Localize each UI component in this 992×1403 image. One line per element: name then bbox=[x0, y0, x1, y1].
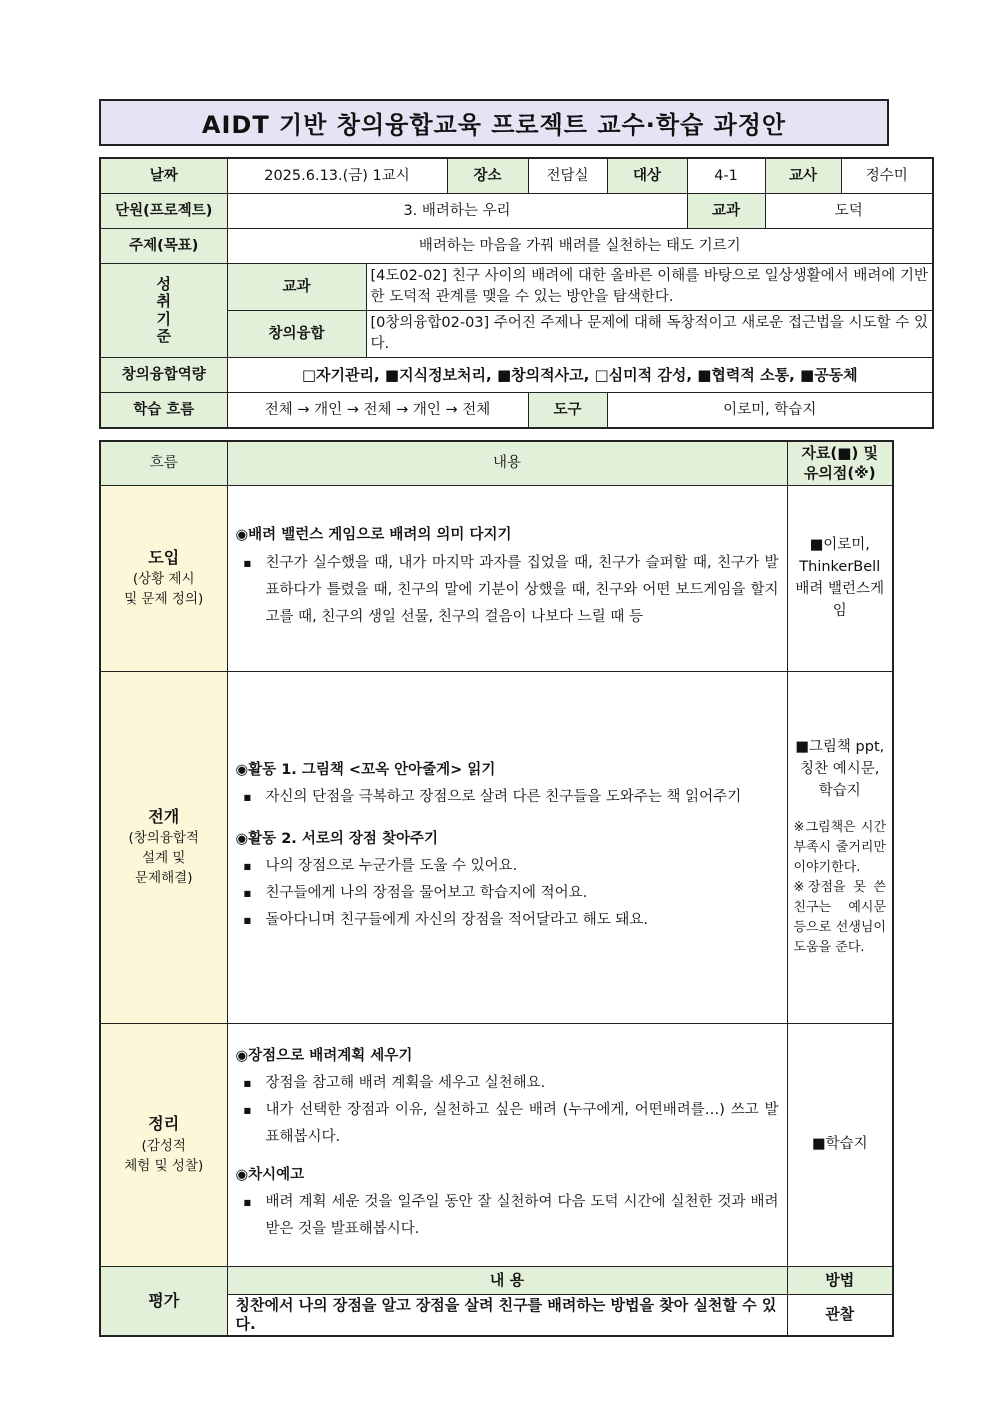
list-item: ■ 나의 장점으로 누군가를 도울 수 있어요. bbox=[266, 853, 779, 880]
wrapup-stage bbox=[100, 1023, 227, 1266]
develop-note-1: ※그림책은 시간 부족시 줄거리만 이야기한다. bbox=[793, 820, 886, 875]
eval-method: 관찰 bbox=[787, 1294, 893, 1336]
wrapup-heading-1: ◉장점으로 배려계획 세우기 bbox=[235, 1047, 413, 1064]
intro-heading: ◉배려 밸런스 게임으로 배려의 의미 다지기 bbox=[235, 527, 512, 544]
date-label: 날짜 bbox=[100, 158, 227, 194]
target-label: 대상 bbox=[607, 158, 687, 194]
develop-note-2: ※장점을 못 쓴 친구는 예시문 등으로 선생님이 도움을 준다. bbox=[793, 880, 886, 955]
header-material bbox=[787, 441, 893, 485]
std-subject-value: [4도02-02] 친구 사이의 배려에 대한 올바른 이해를 바탕으로 일상생활에서 배려에 기반한 도덕적 관계를 맺을 수 있는 방안을 탐색한다. bbox=[366, 264, 933, 311]
competency-value: □자기관리, ■지식정보처리, ■창의적사고, □심미적 감성, ■협력적 소통, ■공동체 bbox=[227, 358, 933, 393]
tool-value: 이로미, 학습지 bbox=[607, 393, 933, 429]
wrapup-heading-2: ◉차시예고 bbox=[235, 1167, 305, 1183]
subject-label: 교과 bbox=[687, 194, 765, 229]
wrapup-content bbox=[227, 1023, 787, 1266]
unit-label: 단원(프로젝트) bbox=[100, 194, 227, 229]
develop-heading-2: ◉활동 2. 서로의 장점 찾아주기 bbox=[235, 831, 439, 847]
develop-stage bbox=[100, 671, 227, 1023]
flow-label: 학습 흐름 bbox=[100, 393, 227, 429]
lesson-table bbox=[99, 440, 894, 1337]
standard-label-text: 성취기준 bbox=[156, 275, 171, 345]
develop-stage-sub-1: (창의융합적 bbox=[128, 830, 199, 847]
header-material-line-1: 자료(■) 및 bbox=[801, 444, 879, 463]
wrapup-stage-title: 정리 bbox=[148, 1114, 180, 1134]
info-table bbox=[99, 157, 934, 429]
list-item: ■ 친구들에게 나의 장점을 물어보고 학습지에 적어요. bbox=[266, 880, 779, 907]
topic-label: 주제(목표) bbox=[100, 229, 227, 264]
std-creative-value: [0창의융합02-03] 주어진 주제나 문제에 대해 독창적이고 새로운 접근법을 시도할 수 있다. bbox=[366, 311, 933, 358]
eval-label: 평가 bbox=[100, 1266, 227, 1336]
intro-list bbox=[236, 550, 779, 631]
develop-list-1 bbox=[236, 784, 779, 811]
unit-value: 3. 배려하는 우리 bbox=[227, 194, 687, 229]
wrapup-list-1 bbox=[236, 1070, 779, 1151]
develop-stage-sub-2: 설계 및 bbox=[142, 850, 186, 867]
teacher-label: 교사 bbox=[765, 158, 841, 194]
eval-content: 칭찬에서 나의 장점을 알고 장점을 살려 친구를 배려하는 방법을 찾아 실천할 수 있다. bbox=[227, 1294, 787, 1336]
intro-material: ■이로미, ThinkerBell 배려 밸런스게임 bbox=[787, 485, 893, 671]
list-item: ■ 친구가 실수했을 때, 내가 마지막 과자를 집었을 때, 친구가 슬퍼할 때, 친구가 발표하다가 틀렸을 때, 친구의 말에 기분이 상했을 때, 친구와 어떤 보드게임을 할지 고를 때, 친구의 생일 선물, 친구의 걸음이 나보다 느릴 때 등 bbox=[266, 550, 779, 631]
develop-stage-sub-3: 문제해결) bbox=[135, 870, 193, 887]
std-subject-label: 교과 bbox=[227, 264, 366, 311]
header-content: 내용 bbox=[227, 441, 787, 485]
intro-stage bbox=[100, 485, 227, 671]
date-value: 2025.6.13.(금) 1교시 bbox=[227, 158, 447, 194]
competency-label: 창의융합역량 bbox=[100, 358, 227, 393]
place-label: 장소 bbox=[447, 158, 528, 194]
list-item: ■ 돌아다니며 친구들에게 자신의 장점을 적어달라고 해도 돼요. bbox=[266, 907, 779, 934]
tool-label: 도구 bbox=[528, 393, 607, 429]
list-item: ■ 배려 계획 세운 것을 일주일 동안 잘 실천하여 다음 도덕 시간에 실천한 것과 배려받은 것을 발표해봅시다. bbox=[266, 1189, 779, 1243]
wrapup-material: ■학습지 bbox=[787, 1023, 893, 1266]
develop-material-cell bbox=[787, 671, 893, 1023]
teacher-value: 정수미 bbox=[841, 158, 933, 194]
eval-content-header: 내 용 bbox=[227, 1266, 787, 1294]
list-item: ■ 내가 선택한 장점과 이유, 실천하고 싶은 배려 (누구에게, 어떤배려를…) 쓰고 발표해봅시다. bbox=[266, 1097, 779, 1151]
flow-value: 전체 → 개인 → 전체 → 개인 → 전체 bbox=[227, 393, 528, 429]
intro-stage-sub-2: 및 문제 정의) bbox=[124, 591, 204, 608]
eval-method-header: 방법 bbox=[787, 1266, 893, 1294]
std-creative-label: 창의융합 bbox=[227, 311, 366, 358]
develop-list-2 bbox=[236, 853, 779, 934]
standard-label bbox=[100, 264, 227, 358]
wrapup-stage-sub-1: (감성적 bbox=[141, 1137, 186, 1154]
subject-value: 도덕 bbox=[765, 194, 933, 229]
header-flow: 흐름 bbox=[100, 441, 227, 485]
intro-stage-title: 도입 bbox=[148, 547, 180, 567]
wrapup-list-2 bbox=[236, 1189, 779, 1243]
intro-stage-sub-1: (상황 제시 bbox=[132, 571, 195, 588]
wrapup-stage-sub-2: 체험 및 성찰) bbox=[124, 1157, 204, 1174]
target-value: 4-1 bbox=[687, 158, 765, 194]
intro-content bbox=[227, 485, 787, 671]
list-item: ■ 장점을 참고해 배려 계획을 세우고 실천해요. bbox=[266, 1070, 779, 1097]
develop-stage-title: 전개 bbox=[148, 806, 180, 826]
develop-content bbox=[227, 671, 787, 1023]
place-value: 전담실 bbox=[528, 158, 607, 194]
page-title: AIDT 기반 창의융합교육 프로젝트 교수·학습 과정안 bbox=[99, 99, 889, 146]
develop-heading-1: ◉활동 1. 그림책 <꼬옥 안아줄게> 읽기 bbox=[235, 761, 496, 778]
develop-material: ■그림책 ppt, 칭찬 예시문, 학습지 bbox=[795, 739, 885, 799]
header-material-line-2: 유의점(※) bbox=[803, 464, 876, 483]
list-item: ■ 자신의 단점을 극복하고 장점으로 살려 다른 친구들을 도와주는 책 읽어주기 bbox=[266, 784, 779, 811]
topic-value: 배려하는 마음을 가꿔 배려를 실천하는 태도 기르기 bbox=[227, 229, 933, 264]
